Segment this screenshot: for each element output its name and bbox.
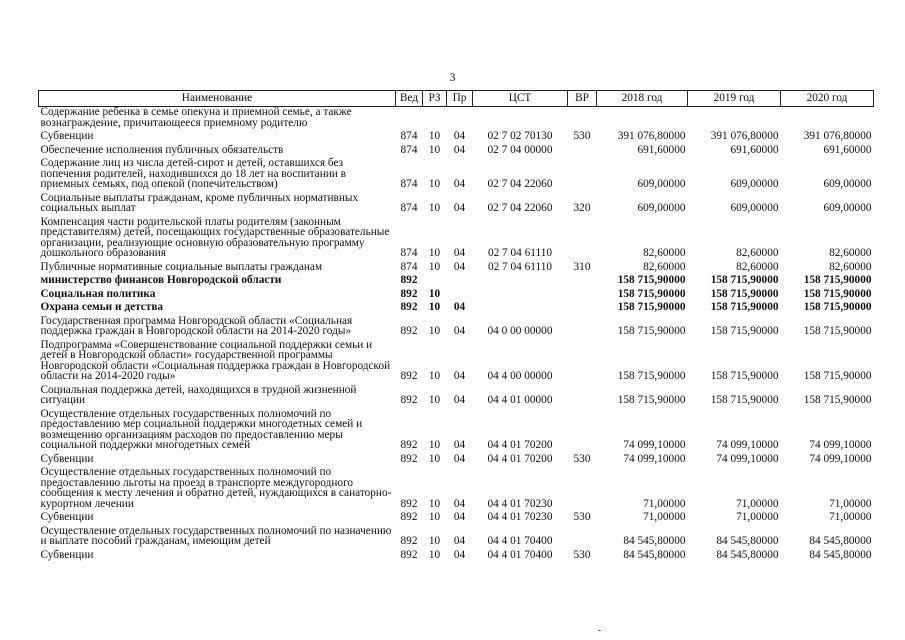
row-ved: 874: [400, 130, 418, 142]
row-value-2020: 158 715,90000: [803, 394, 872, 406]
row-value-2018: 158 715,90000: [617, 325, 686, 337]
row-value-2019: 158 715,90000: [710, 274, 779, 286]
header-2018: 2018 год: [597, 91, 688, 107]
row-value-2020: 158 715,90000: [803, 301, 872, 313]
row-pr: 04: [453, 511, 466, 523]
row-value-2020: [781, 107, 874, 132]
row-pr: 04: [453, 439, 466, 451]
row-rz: 10: [428, 325, 441, 337]
row-value-2020: 158 715,90000: [803, 370, 872, 382]
row-value-2019: 74 099,10000: [716, 452, 779, 465]
row-cst: [473, 107, 568, 132]
row-name: Содержание ребенка в семье опекуна и приемной семье, а также вознаграждение, причитающееся приемному родителю: [40, 106, 352, 129]
row-cst: [473, 302, 568, 316]
row-vr: [568, 158, 597, 193]
header-vr: ВР: [568, 91, 597, 107]
row-name: Подпрограмма «Совершенствование социальной поддержки семьи и детей в Новгородской области» государственной программы Новгородской области «Социальная поддержка граждан в Новгородской области на 2014-2020 годы»: [40, 338, 391, 382]
row-value-2019: 71,00000: [736, 511, 779, 523]
row-rz: [423, 107, 447, 132]
row-name: Субвенции: [40, 548, 94, 561]
row-value-2018: 391 076,80000: [617, 130, 686, 142]
table-row: [39, 193, 874, 217]
row-pr: 04: [453, 178, 466, 190]
row-vr: [568, 107, 597, 132]
row-rz: 10: [428, 370, 441, 382]
row-ved: 892: [400, 370, 418, 382]
row-value-2019: 158 715,90000: [710, 394, 779, 406]
row-value-2019: 609,00000: [730, 202, 779, 214]
row-rz: 10: [428, 511, 441, 523]
row-rz: 10: [428, 260, 441, 273]
row-pr: 04: [453, 497, 466, 510]
row-ved: 892: [400, 301, 418, 313]
table-row: [39, 526, 874, 550]
row-pr: 04: [453, 260, 466, 273]
row-rz: 10: [428, 497, 441, 510]
row-name: Осуществление отдельных государственных полномочий по назначению и выплате пособий гражданам, имеющим детей: [40, 524, 392, 547]
row-pr: 04: [453, 130, 466, 142]
table-row: [39, 107, 874, 132]
table-row: [39, 131, 874, 145]
row-name: Охрана семьи и детства: [40, 301, 164, 313]
row-ved: 892: [400, 325, 418, 337]
row-vr: [568, 302, 597, 316]
row-rz: [423, 275, 447, 289]
row-vr: [568, 385, 597, 409]
row-value-2020: 158 715,90000: [803, 274, 872, 286]
row-value-2020: 691,60000: [823, 143, 872, 156]
row-pr: 04: [453, 370, 466, 382]
table-row: [39, 512, 874, 526]
row-vr: [568, 145, 597, 159]
row-cst: 04 4 01 70230: [487, 511, 553, 523]
row-pr: 04: [453, 325, 466, 337]
row-name: Социальная политика: [40, 287, 156, 300]
row-vr: 530: [573, 548, 591, 561]
row-name: Государственная программа Новгородской области «Социальная поддержка граждан в Новгородской области на 2014-2020 годы»: [40, 314, 353, 337]
row-ved: 874: [400, 247, 418, 259]
row-ved: [396, 107, 423, 132]
row-vr: 530: [573, 511, 591, 523]
row-ved: 892: [400, 497, 418, 510]
row-value-2018: 74 099,10000: [623, 452, 686, 465]
row-vr: [568, 467, 597, 512]
row-name: Социальная поддержка детей, находящихся в трудной жизненной ситуации: [40, 383, 357, 406]
row-name: министерство финансов Новгородской области: [40, 274, 282, 286]
row-pr: 04: [453, 548, 466, 561]
row-value-2018: 158 715,90000: [617, 301, 686, 313]
row-rz: 10: [428, 130, 441, 142]
row-name: Обеспечение исполнения публичных обязательств: [40, 143, 284, 156]
row-value-2020: 391 076,80000: [803, 130, 872, 142]
row-value-2020: 84 545,80000: [809, 535, 872, 547]
row-cst: 04 4 00 00000: [487, 370, 553, 382]
row-value-2019: 391 076,80000: [710, 130, 779, 142]
budget-table: [38, 90, 874, 563]
row-pr: 04: [453, 301, 466, 313]
table-row: [39, 467, 874, 512]
row-rz: 10: [428, 301, 441, 313]
row-vr: 310: [573, 260, 591, 273]
row-ved: 892: [400, 274, 418, 286]
header-rz: РЗ: [423, 91, 447, 107]
row-pr: 04: [453, 143, 466, 156]
row-pr: 04: [453, 247, 466, 259]
row-name: Осуществление отдельных государственных полномочий по предоставлению льготы на проезд в транспорте междугородного сообщения к месту лечения и обратно детей, нуждающихся в санаторно-курортном лечении: [40, 466, 392, 510]
scan-mark: [598, 630, 601, 631]
table-row: [39, 289, 874, 303]
header-ved: Вед: [396, 91, 423, 107]
header-2019: 2019 год: [688, 91, 781, 107]
row-rz: 10: [428, 178, 441, 190]
row-cst: 04 4 01 70200: [487, 439, 553, 451]
row-cst: 02 7 04 00000: [487, 143, 553, 156]
row-rz: 10: [428, 548, 441, 561]
row-rz: 10: [428, 143, 441, 156]
row-rz: 10: [428, 452, 441, 465]
row-value-2019: 82,60000: [736, 260, 779, 273]
row-value-2018: 82,60000: [643, 260, 686, 273]
row-value-2019: 71,00000: [736, 497, 779, 510]
row-value-2018: 691,60000: [637, 143, 686, 156]
row-ved: 892: [400, 511, 418, 523]
row-value-2018: 84 545,80000: [623, 535, 686, 547]
row-rz: 10: [428, 247, 441, 259]
header-2020: 2020 год: [781, 91, 874, 107]
row-pr: 04: [453, 394, 466, 406]
table-row: [39, 217, 874, 262]
row-vr: 320: [573, 202, 591, 214]
table-row: [39, 316, 874, 340]
row-value-2020: 71,00000: [829, 511, 872, 523]
row-rz: 10: [428, 202, 441, 214]
row-name: Осуществление отдельных государственных полномочий по предоставлению мер социальной поддержки многодетных семей и возмещению организациям расходов по предоставлению меры социальной поддержки многодетных семей: [40, 407, 363, 451]
row-cst: 02 7 04 61110: [487, 247, 553, 259]
row-ved: 874: [400, 178, 418, 190]
row-value-2019: 82,60000: [736, 247, 779, 259]
row-ved: 892: [400, 452, 418, 465]
row-value-2019: 158 715,90000: [710, 370, 779, 382]
row-ved: 892: [400, 548, 418, 561]
page-number: 3: [449, 70, 456, 84]
row-value-2018: 609,00000: [637, 202, 686, 214]
table-row: [39, 158, 874, 193]
row-cst: [473, 289, 568, 303]
row-value-2019: 158 715,90000: [710, 325, 779, 337]
row-value-2018: 158 715,90000: [617, 287, 686, 300]
table-body: [39, 107, 874, 564]
row-name: Содержание лиц из числа детей-сирот и детей, оставшихся без попечения родителей, находившихся до 18 лет на воспитании в приемных семьях, под опекой (попечительством): [40, 157, 346, 190]
row-value-2018: 71,00000: [643, 511, 686, 523]
row-cst: 04 4 01 00000: [487, 394, 553, 406]
row-cst: 02 7 04 22060: [487, 202, 553, 214]
table-row: [39, 550, 874, 564]
row-value-2020: 158 715,90000: [803, 325, 872, 337]
row-value-2020: 158 715,90000: [803, 287, 872, 300]
row-value-2019: 691,60000: [730, 143, 779, 156]
row-rz: 10: [428, 287, 441, 300]
row-value-2020: 74 099,10000: [809, 439, 872, 451]
row-cst: 04 4 01 70200: [487, 452, 553, 465]
row-cst: 04 0 00 00000: [487, 325, 553, 337]
row-value-2018: 158 715,90000: [617, 394, 686, 406]
row-value-2020: 82,60000: [829, 260, 872, 273]
table-row: [39, 275, 874, 289]
row-rz: 10: [428, 535, 441, 547]
row-vr: [568, 316, 597, 340]
row-value-2019: 609,00000: [730, 178, 779, 190]
table-row: [39, 302, 874, 316]
row-value-2018: 74 099,10000: [623, 439, 686, 451]
header-pr: Пр: [447, 91, 473, 107]
row-ved: 892: [400, 287, 418, 300]
row-cst: 02 7 04 22060: [487, 178, 553, 190]
header-name: Наименование: [39, 91, 396, 107]
table-row: [39, 145, 874, 159]
row-cst: 04 4 01 70230: [487, 497, 553, 510]
row-ved: 874: [400, 260, 418, 273]
row-ved: 892: [400, 439, 418, 451]
table-row: [39, 262, 874, 276]
row-pr: [447, 107, 473, 132]
row-value-2019: 74 099,10000: [716, 439, 779, 451]
row-name: Субвенции: [40, 130, 94, 142]
row-value-2020: 71,00000: [829, 497, 872, 510]
row-vr: [568, 340, 597, 385]
row-value-2019: 158 715,90000: [710, 301, 779, 313]
row-vr: 530: [573, 452, 591, 465]
row-value-2020: 82,60000: [829, 247, 872, 259]
row-value-2019: 158 715,90000: [710, 287, 779, 300]
row-value-2019: [688, 107, 781, 132]
row-value-2020: 74 099,10000: [809, 452, 872, 465]
table-row: [39, 340, 874, 385]
row-value-2020: 609,00000: [823, 202, 872, 214]
row-pr: [447, 289, 473, 303]
row-rz: 10: [428, 439, 441, 451]
header-cst: ЦСТ: [473, 91, 568, 107]
row-value-2020: 609,00000: [823, 178, 872, 190]
row-vr: [568, 275, 597, 289]
row-value-2019: 84 545,80000: [716, 548, 779, 561]
row-cst: 04 4 01 70400: [487, 535, 553, 547]
row-value-2018: 158 715,90000: [617, 370, 686, 382]
row-name: Компенсация части родительской платы родителям (законным представителям) детей, посещающих государственные образовательные организации, реализующие основную образовательную программу дошкольного образования: [40, 215, 390, 259]
row-pr: 04: [453, 202, 466, 214]
row-value-2018: 158 715,90000: [617, 274, 686, 286]
row-value-2018: 84 545,80000: [623, 548, 686, 561]
row-vr: [568, 526, 597, 550]
row-vr: [568, 217, 597, 262]
row-cst: 02 7 02 70130: [487, 130, 553, 142]
row-cst: [473, 275, 568, 289]
row-name: Субвенции: [40, 452, 94, 465]
row-ved: 892: [400, 394, 418, 406]
row-vr: [568, 289, 597, 303]
row-cst: 04 4 01 70400: [487, 548, 553, 561]
table-row: [39, 454, 874, 468]
row-ved: 874: [400, 143, 418, 156]
row-rz: 10: [428, 394, 441, 406]
row-ved: 892: [400, 535, 418, 547]
row-pr: 04: [453, 535, 466, 547]
row-name: Социальные выплаты гражданам, кроме публичных нормативных социальных выплат: [40, 191, 359, 214]
row-pr: [447, 275, 473, 289]
table-row: [39, 385, 874, 409]
table-header-row: [39, 91, 874, 107]
row-value-2018: 609,00000: [637, 178, 686, 190]
row-name: Субвенции: [40, 511, 94, 523]
row-value-2019: 84 545,80000: [716, 535, 779, 547]
row-value-2018: 82,60000: [643, 247, 686, 259]
row-value-2020: 84 545,80000: [809, 548, 872, 561]
row-value-2018: [597, 107, 688, 132]
row-vr: [568, 409, 597, 454]
row-cst: 02 7 04 61110: [487, 260, 553, 273]
table-row: [39, 409, 874, 454]
row-ved: 874: [400, 202, 418, 214]
row-name: Публичные нормативные социальные выплаты гражданам: [40, 260, 323, 273]
row-vr: 530: [573, 130, 591, 142]
row-value-2018: 71,00000: [643, 497, 686, 510]
row-pr: 04: [453, 452, 466, 465]
